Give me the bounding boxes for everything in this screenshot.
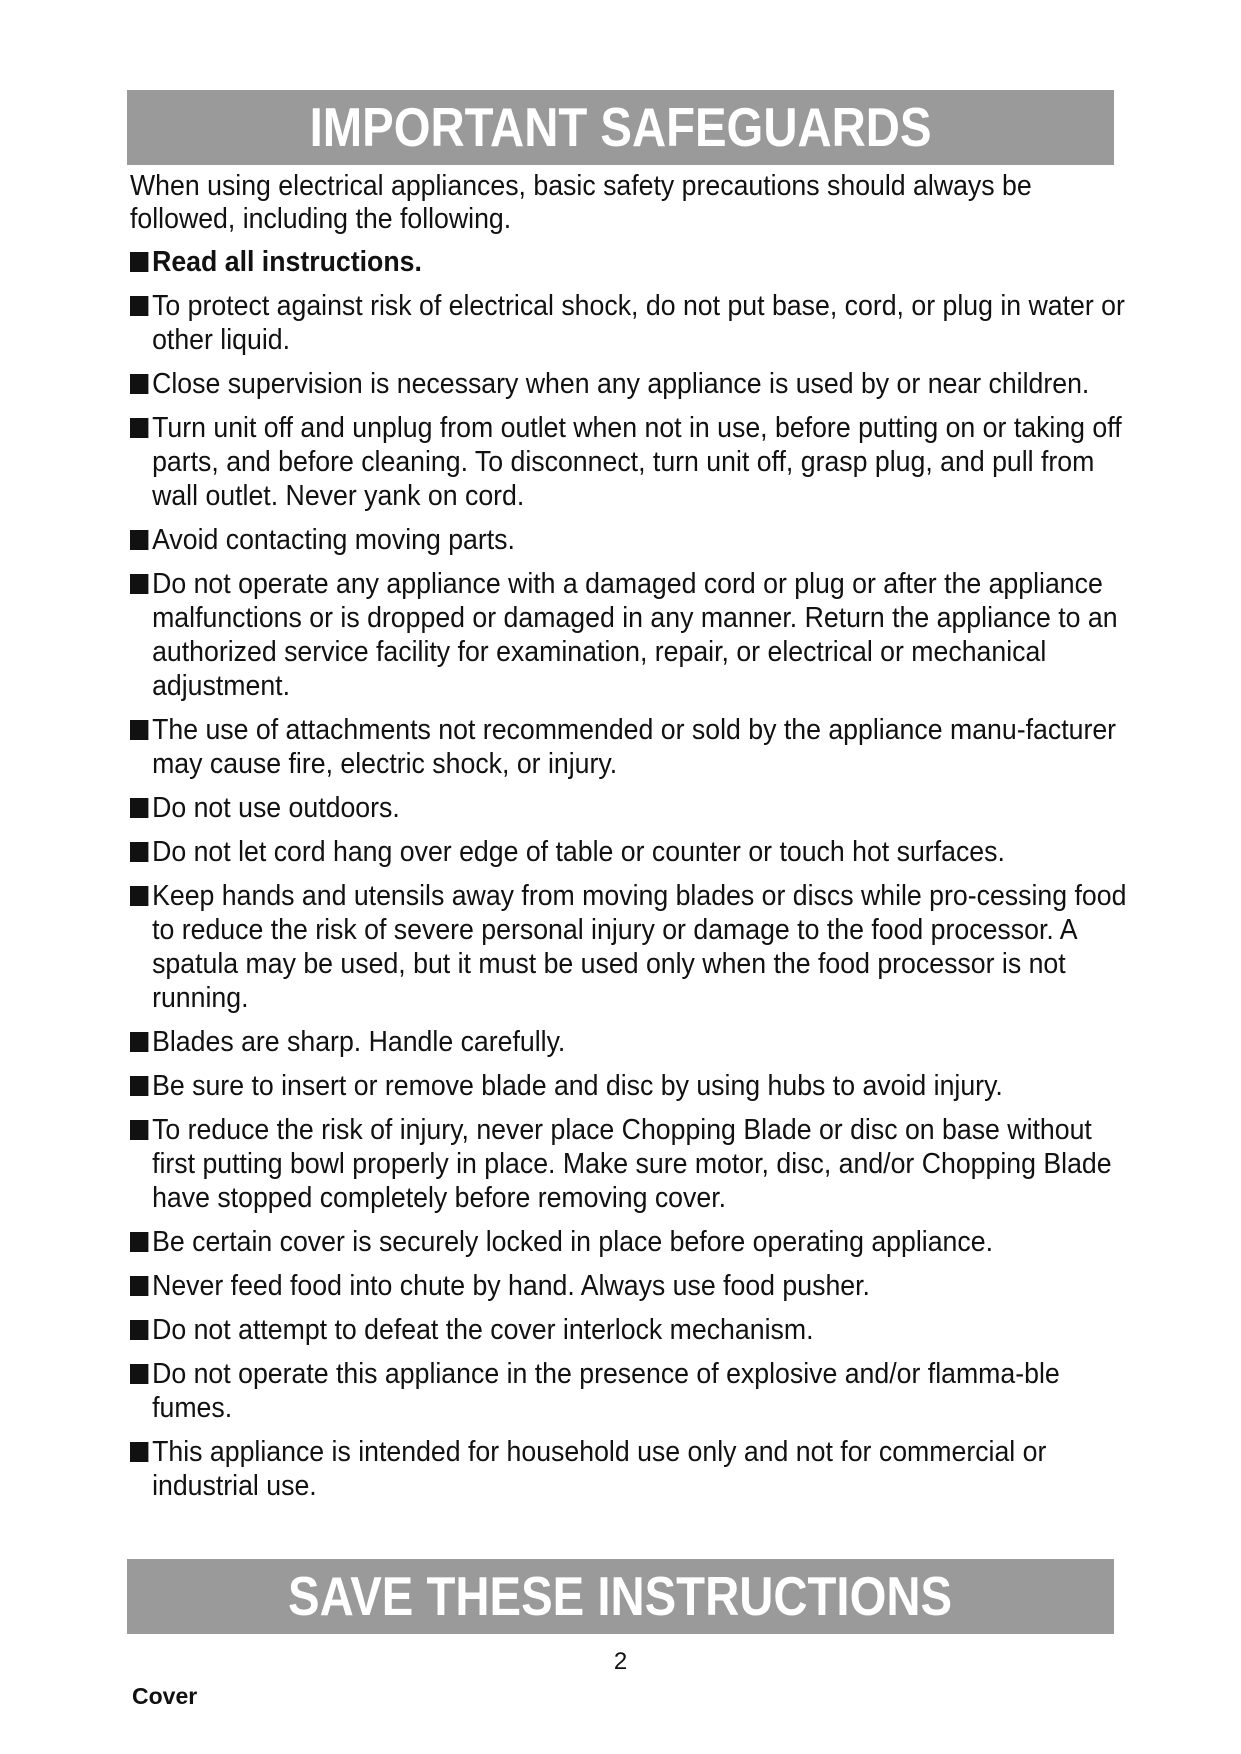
list-item	[130, 567, 1131, 703]
square-bullet-icon	[130, 1120, 148, 1140]
square-bullet-icon	[130, 252, 148, 272]
list-item-text: Turn unit off and unplug from outlet when not in use, before putting on or taking off parts, and before cleaning. To disconnect, turn unit off, grasp plug, and pull from wall outlet. Never yank on cord.	[152, 412, 1122, 512]
list-item	[130, 1113, 1131, 1215]
header-banner	[127, 90, 1114, 165]
list-item	[130, 411, 1131, 513]
list-item-text: Do not operate this appliance in the presence of explosive and/or flamma-ble fumes.	[152, 1358, 1060, 1424]
square-bullet-icon	[130, 720, 148, 740]
list-item-text: Do not let cord hang over edge of table or counter or touch hot surfaces.	[152, 836, 1005, 868]
square-bullet-icon	[130, 1076, 148, 1096]
list-item-text: Close supervision is necessary when any appliance is used by or near children.	[152, 368, 1090, 400]
list-item-text: The use of attachments not recommended or sold by the appliance manu-facturer may cause fire, electric shock, or injury.	[152, 714, 1117, 780]
square-bullet-icon	[130, 1320, 148, 1340]
header-title: IMPORTANT SAFEGUARDS	[309, 96, 932, 158]
list-item-text: Never feed food into chute by hand. Always use food pusher.	[152, 1270, 870, 1302]
list-item	[130, 245, 1131, 279]
list-item	[130, 1025, 1131, 1059]
list-item	[130, 1269, 1131, 1303]
list-item	[130, 879, 1131, 1015]
list-item-text: Read all instructions.	[152, 246, 422, 278]
square-bullet-icon	[130, 886, 148, 906]
list-item	[130, 523, 1131, 557]
list-item	[130, 835, 1131, 869]
footer-title: SAVE THESE INSTRUCTIONS	[288, 1565, 953, 1627]
square-bullet-icon	[130, 418, 148, 438]
list-item	[130, 289, 1131, 357]
page-number: 2	[613, 1648, 628, 1675]
list-item	[130, 1357, 1131, 1425]
square-bullet-icon	[130, 1364, 148, 1384]
list-item	[130, 1313, 1131, 1347]
safeguard-list	[130, 245, 1127, 1503]
square-bullet-icon	[130, 798, 148, 818]
square-bullet-icon	[130, 842, 148, 862]
list-item	[130, 791, 1131, 825]
square-bullet-icon	[130, 574, 148, 594]
list-item-text: Avoid contacting moving parts.	[152, 524, 515, 556]
square-bullet-icon	[130, 530, 148, 550]
list-item	[130, 1435, 1131, 1503]
list-item	[130, 713, 1131, 781]
square-bullet-icon	[130, 1276, 148, 1296]
square-bullet-icon	[130, 296, 148, 316]
list-item-text: Be certain cover is securely locked in place before operating appliance.	[152, 1226, 993, 1258]
footer-banner	[127, 1559, 1114, 1634]
safeguards-content	[130, 170, 1127, 1513]
list-item	[130, 367, 1131, 401]
square-bullet-icon	[130, 1232, 148, 1252]
list-item-text: To reduce the risk of injury, never place Chopping Blade or disc on base without first putting bowl properly in place. Make sure motor, disc, and/or Chopping Blade have stopped completely before removing cover.	[152, 1114, 1112, 1214]
intro-paragraph: When using electrical appliances, basic safety precautions should always be followed, including the following.	[130, 170, 1032, 235]
list-item-text: Blades are sharp. Handle carefully.	[152, 1026, 566, 1058]
list-item-text: Do not operate any appliance with a damaged cord or plug or after the appliance malfunctions or is dropped or damaged in any manner. Return the appliance to an authorized service facility for examination, repair, or electrical or mechanical adjustment.	[152, 568, 1118, 702]
square-bullet-icon	[130, 1032, 148, 1052]
list-item-text: This appliance is intended for household use only and not for commercial or industrial use.	[152, 1436, 1047, 1502]
square-bullet-icon	[130, 1442, 148, 1462]
list-item	[130, 1069, 1131, 1103]
list-item-text: Be sure to insert or remove blade and disc by using hubs to avoid injury.	[152, 1070, 1003, 1102]
list-item-text: Do not attempt to defeat the cover interlock mechanism.	[152, 1314, 814, 1346]
list-item	[130, 1225, 1131, 1259]
list-item-text: Keep hands and utensils away from moving blades or discs while pro-cessing food to reduce the risk of severe personal injury or damage to the food processor. A spatula may be used, but it must be used only when the food processor is not running.	[152, 880, 1127, 1014]
footer-label: Cover	[132, 1683, 198, 1709]
list-item-text: To protect against risk of electrical shock, do not put base, cord, or plug in water or other liquid.	[152, 290, 1125, 356]
square-bullet-icon	[130, 374, 148, 394]
list-item-text: Do not use outdoors.	[152, 792, 400, 824]
